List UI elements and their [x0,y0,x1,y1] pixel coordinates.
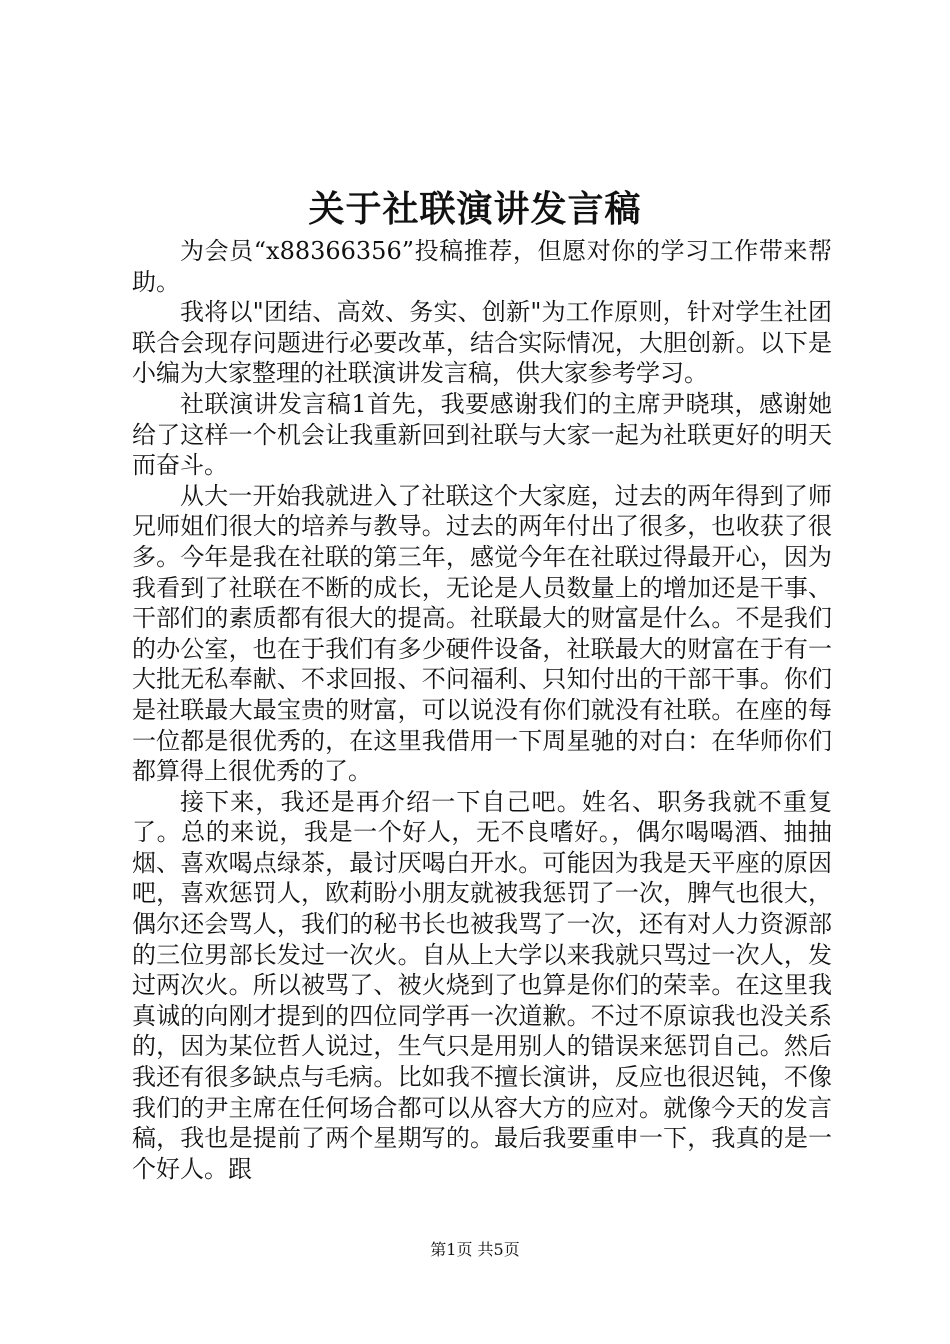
document-body [132,236,832,1184]
page-number-footer: 第1页 共5页 [430,1240,520,1259]
paragraph-intro: 为会员“x88366356”投稿推荐，但愿对你的学习工作带来帮助。 [132,237,832,296]
document-title: 关于社联演讲发言稿 [308,188,642,230]
paragraph-experience: 从大一开始我就进入了社联这个大家庭，过去的两年得到了师兄师姐们很大的培养与教导。过去的两年付出了很多，也收获了很多。今年是我在社联的第三年，感觉今年在社联过得最开心，因为我看到了社联在不断的成长，无论是人员数量上的增加还是干事、干部们的素质都有很大的提高。社联最大的财富是什么。不是我们的办公室，也在于我们有多少硬件设备，社联最大的财富在于有一大批无私奉献、不求回报、不问福利、只知付出的干部干事。你们是社联最大最宝贵的财富，可以说没有你们就没有社联。在座的每一位都是很优秀的，在这里我借用一下周星驰的对白：在华师你们都算得上很优秀的了。 [132,481,832,786]
paragraph-self-introduction: 接下来，我还是再介绍一下自己吧。姓名、职务我就不重复了。总的来说，我是一个好人，无不良嗜好。，偶尔喝喝酒、抽抽烟、喜欢喝点绿茶，最讨厌喝白开水。可能因为我是天平座的原因吧，喜欢惩罚人，欧莉盼小朋友就被我惩罚了一次，脾气也很大，偶尔还会骂人，我们的秘书长也被我骂了一次，还有对人力资源部的三位男部长发过一次火。自从上大学以来我就只骂过一次人，发过两次火。所以被骂了、被火烧到了也算是你们的荣幸。在这里我真诚的向刚才提到的四位同学再一次道歉。不过不原谅我也没关系的，因为某位哲人说过，生气只是用别人的错误来惩罚自己。然后我还有很多缺点与毛病。比如我不擅长演讲，反应也很迟钝，不像我们的尹主席在任何场合都可以从容大方的应对。就像今天的发言稿，我也是提前了两个星期写的。最后我要重申一下，我真的是一个好人。跟 [132,787,832,1183]
paragraph-thanks: 社联演讲发言稿1首先，我要感谢我们的主席尹晓琪，感谢她给了这样一个机会让我重新回到社联与大家一起为社联更好的明天而奋斗。 [132,389,832,480]
paragraph-principles: 我将以"团结、高效、务实、创新"为工作原则，针对学生社团联合会现存问题进行必要改革，结合实际情况，大胆创新。以下是小编为大家整理的社联演讲发言稿，供大家参考学习。 [132,298,832,388]
